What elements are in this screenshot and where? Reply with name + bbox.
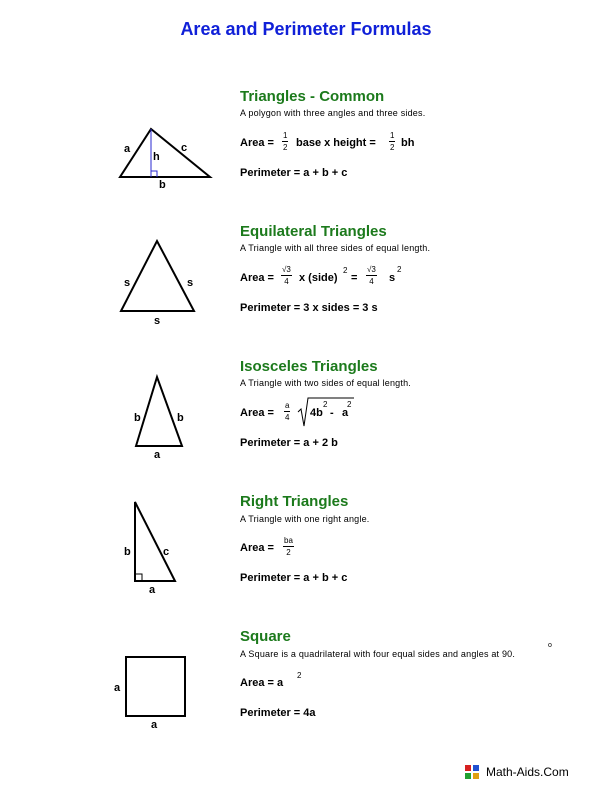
equilateral-label-right: s <box>187 277 194 289</box>
equilateral-heading: Equilateral Triangles <box>240 223 387 240</box>
isosceles-triangle-shape <box>136 377 182 446</box>
isosceles-radicand-a: a <box>342 407 349 419</box>
footer-brand: Math-Aids.Com <box>486 765 569 779</box>
math-aids-logo-icon <box>465 765 479 779</box>
common-perimeter: Perimeter = a + b + c <box>240 167 348 179</box>
right-label-b: b <box>124 546 131 558</box>
isosceles-radicand-4b: 4b <box>310 407 323 419</box>
fraction-denominator: 4 <box>369 277 374 286</box>
square-heading: Square <box>240 628 291 645</box>
isosceles-exponent-2: 2 <box>347 400 352 409</box>
square-degree-symbol: o <box>548 642 552 649</box>
common-area-label: Area = <box>240 137 274 149</box>
common-area-half <box>282 131 288 153</box>
isosceles-area-label: Area = <box>240 407 274 419</box>
equilateral-triangle-shape <box>121 241 194 311</box>
equilateral-exponent: 2 <box>343 266 348 275</box>
isosceles-perimeter: Perimeter = a + 2 b <box>240 437 338 449</box>
fraction-denominator: 4 <box>284 277 289 286</box>
fraction-denominator: 2 <box>390 143 395 152</box>
common-label-a: a <box>124 143 131 155</box>
equilateral-perimeter: Perimeter = 3 x sides = 3 s <box>240 302 378 314</box>
square-label-bottom: a <box>151 719 158 731</box>
fraction-numerator: a <box>285 401 290 410</box>
fraction-numerator: √3 <box>367 265 376 274</box>
common-heading: Triangles - Common <box>240 88 385 105</box>
fraction-numerator: 1 <box>390 131 395 140</box>
square-area: Area = a <box>240 677 284 689</box>
common-label-b: b <box>159 179 166 191</box>
equilateral-description: A Triangle with all three sides of equal length. <box>240 243 431 253</box>
common-area-bh: bh <box>401 137 415 149</box>
common-triangle-shape <box>120 129 210 177</box>
right-triangle-right-angle-mark <box>135 574 142 581</box>
equilateral-area-s: s <box>389 272 396 284</box>
right-triangle-shape <box>135 502 175 581</box>
fraction-numerator: 1 <box>283 131 288 140</box>
equilateral-area-root-fraction-2 <box>366 265 377 287</box>
isosceles-heading: Isosceles Triangles <box>240 358 378 375</box>
page-title: Area and Perimeter Formulas <box>180 19 432 39</box>
common-description: A polygon with three angles and three sides. <box>240 108 426 118</box>
fraction-denominator: 2 <box>283 143 288 152</box>
right-area-label: Area = <box>240 542 274 554</box>
fraction-numerator: √3 <box>282 265 291 274</box>
square-label-left: a <box>114 682 121 694</box>
square-description: A Square is a quadrilateral with four equal sides and angles at 90. <box>240 649 516 659</box>
right-area-fraction <box>283 536 294 558</box>
isosceles-label-left: b <box>134 412 141 424</box>
fraction-denominator: 4 <box>285 413 290 422</box>
isosceles-label-right: b <box>177 412 184 424</box>
isosceles-label-base: a <box>154 449 161 461</box>
right-description: A Triangle with one right angle. <box>240 514 370 524</box>
fraction-denominator: 2 <box>286 548 291 557</box>
fraction-numerator: ba <box>284 536 293 545</box>
equilateral-equals: = <box>351 272 358 284</box>
equilateral-area-root-fraction <box>281 265 292 287</box>
square-exponent: 2 <box>297 671 302 680</box>
right-label-a: a <box>149 584 156 596</box>
equilateral-area-side: x (side) <box>299 272 338 284</box>
square-perimeter: Perimeter = 4a <box>240 707 316 719</box>
isosceles-area-fraction <box>284 401 290 423</box>
equilateral-label-base: s <box>154 315 161 327</box>
equilateral-area-label: Area = <box>240 272 274 284</box>
right-label-c: c <box>163 546 170 558</box>
isosceles-exponent-1: 2 <box>323 400 328 409</box>
common-area-half-2 <box>389 131 395 153</box>
square-shape <box>126 657 185 716</box>
common-label-c: c <box>181 142 188 154</box>
common-label-h: h <box>153 151 160 163</box>
isosceles-description: A Triangle with two sides of equal length. <box>240 378 411 388</box>
common-area-formula: base x height = <box>296 137 376 149</box>
equilateral-exponent-2: 2 <box>397 265 402 274</box>
isosceles-radicand-minus: - <box>330 407 334 419</box>
right-perimeter: Perimeter = a + b + c <box>240 572 348 584</box>
equilateral-label-left: s <box>124 277 131 289</box>
right-heading: Right Triangles <box>240 493 349 510</box>
